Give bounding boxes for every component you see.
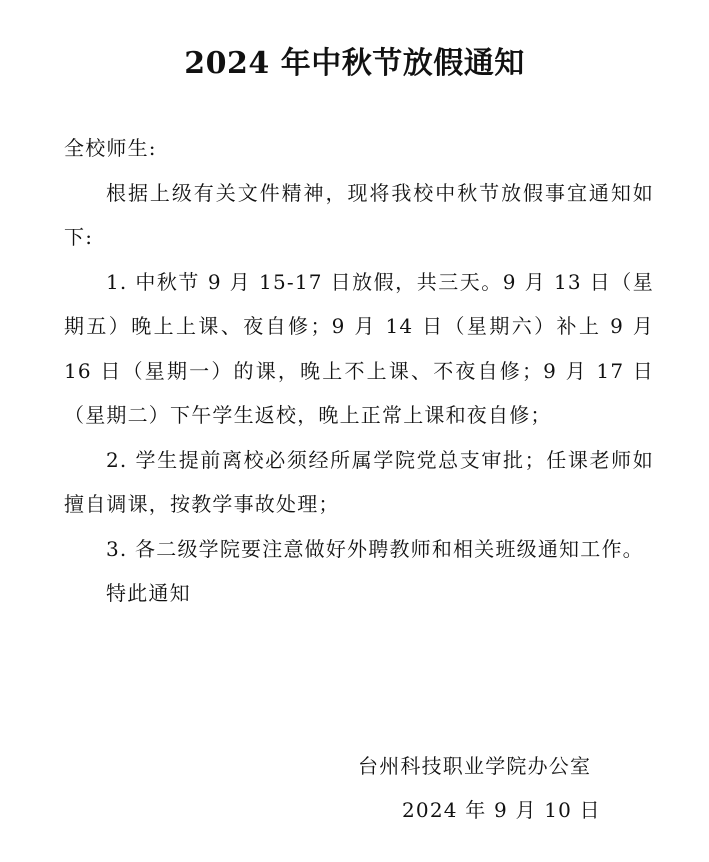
list-item: 2. 学生提前离校必须经所属学院党总支审批；任课老师如擅自调课，按教学事故处理； bbox=[64, 447, 654, 516]
document-body bbox=[64, 126, 654, 616]
salutation: 全校师生: bbox=[64, 136, 157, 160]
intro-paragraph: 根据上级有关文件精神，现将我校中秋节放假事宜通知如下: bbox=[64, 180, 654, 249]
closing-text: 特此通知 bbox=[106, 581, 191, 605]
issuer-signature: 台州科技职业学院办公室 bbox=[358, 754, 592, 778]
document-title: 2024 年中秋节放假通知 bbox=[184, 46, 525, 81]
list-item: 3. 各二级学院要注意做好外聘教师和相关班级通知工作。 bbox=[106, 536, 644, 561]
issue-date: 2024 年 9 月 10 日 bbox=[402, 798, 601, 822]
list-item: 1. 中秋节 9 月 15-17 日放假，共三天。9 月 13 日（星期五）晚上上课、夜自修；9 月 14 日（星期六）补上 9 月 16 日（星期一）的课，晚上不上课、不夜自修；9 月 17 日（星期二）下午学生返校，晚上正常上课和夜自修； bbox=[64, 269, 654, 427]
